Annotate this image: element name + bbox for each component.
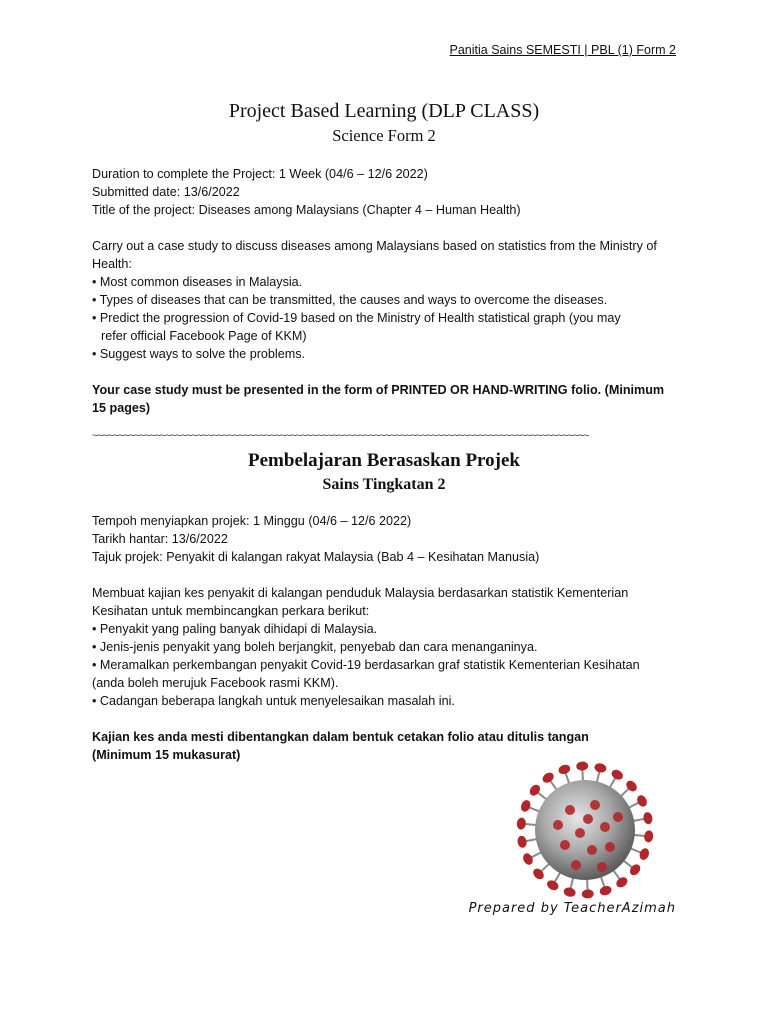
surface-spike (605, 842, 615, 852)
english-title: Project Based Learning (DLP CLASS) (228, 100, 540, 122)
surface-spike (600, 822, 610, 832)
malay-bullet-continuation: (anda boleh merujuk Facebook rasmi KKM). (92, 676, 339, 690)
english-project-title: Title of the project: Diseases among Malaysians (Chapter 4 – Human Health) (92, 203, 521, 217)
malay-intro: Membuat kajian kes penyakit di kalangan penduduk Malaysia berdasarkan statistik Kementerian Kesihatan untuk membincangkan perkara berikut: (92, 586, 629, 618)
english-bullet: • Most common diseases in Malaysia. (92, 275, 303, 289)
english-submitted: Submitted date: 13/6/2022 (92, 185, 240, 199)
english-bullet-continuation: refer official Facebook Page of KKM) (101, 329, 307, 343)
surface-spike (565, 805, 575, 815)
malay-note-line1: Kajian kes anda mesti dibentangkan dalam bentuk cetakan folio atau ditulis tangan (92, 730, 589, 744)
spike-head (638, 847, 651, 862)
spike-head (644, 830, 654, 843)
surface-spike (587, 845, 597, 855)
english-duration: Duration to complete the Project: 1 Week (04/6 – 12/6 2022) (92, 167, 428, 181)
english-bullet: • Types of diseases that can be transmitted, the causes and ways to overcome the diseases. (92, 293, 608, 307)
english-bullet: • Predict the progression of Covid-19 based on the Ministry of Health statistical graph (you may (92, 311, 621, 325)
spike-head (563, 886, 577, 898)
malay-duration: Tempoh menyiapkan projek: 1 Minggu (04/6 – 12/6 2022) (92, 514, 412, 528)
spike-head (576, 761, 588, 771)
spike-head (635, 794, 648, 809)
spike-head (545, 878, 560, 892)
surface-spike (553, 820, 563, 830)
english-body (92, 165, 677, 417)
spike-head (516, 817, 526, 830)
malay-project-title: Tajuk projek: Penyakit di kalangan rakyat Malaysia (Bab 4 – Kesihatan Manusia) (92, 550, 540, 564)
surface-spike (597, 862, 607, 872)
english-subtitle: Science Form 2 (332, 126, 436, 145)
malay-bullet: • Cadangan beberapa langkah untuk menyelesaikan masalah ini. (92, 694, 455, 708)
spike-head (557, 763, 571, 775)
english-intro: Carry out a case study to discuss diseases among Malaysians based on statistics from the Ministry of Health: (92, 239, 657, 271)
malay-body (92, 512, 677, 764)
spike-head (614, 875, 629, 889)
malay-subtitle: Sains Tingkatan 2 (322, 476, 446, 493)
header-note: Panitia Sains SEMESTI | PBL (1) Form 2 (449, 43, 676, 57)
malay-bullet: • Meramalkan perkembangan penyakit Covid-19 berdasarkan graf statistik Kementerian Kesihatan (92, 658, 640, 672)
english-note: Your case study must be presented in the form of PRINTED OR HAND-WRITING folio. (Minimum 15 pages) (92, 383, 665, 415)
spike-head (593, 762, 607, 774)
spike-head (599, 884, 613, 896)
surface-spike (613, 812, 623, 822)
malay-submitted: Tarikh hantar: 13/6/2022 (92, 532, 228, 546)
surface-spike (560, 840, 570, 850)
surface-spike (583, 814, 593, 824)
virus-body (535, 780, 635, 880)
malay-note-line2: (Minimum 15 mukasurat) (92, 748, 241, 762)
spike-head (519, 799, 532, 814)
surface-spike (590, 800, 600, 810)
spike-head (582, 889, 594, 899)
spike-head (642, 811, 653, 824)
malay-title: Pembelajaran Berasaskan Projek (248, 450, 520, 471)
spike-head (541, 771, 556, 785)
spike-head (517, 835, 528, 848)
english-bullet: • Suggest ways to solve the problems. (92, 347, 306, 361)
spike-head (521, 852, 534, 867)
surface-spike (571, 860, 581, 870)
malay-bullet: • Jenis-jenis penyakit yang boleh berjangkit, penyebab dan cara menanganinya. (92, 640, 538, 654)
coronavirus-illustration (510, 755, 660, 905)
malay-bullet: • Penyakit yang paling banyak dihidapi di Malaysia. (92, 622, 378, 636)
section-divider: ~~~~~~~~~~~~~~~~~~~~~~~~~~~~~~~~~~~~~~~~~~~~~~~~~~~~~~~~~~~~~~~~~~~~~~~~~~~~~~~~~~~~~~~~~~~~~~~ (92, 430, 589, 442)
spike-head (610, 768, 625, 782)
surface-spike (575, 828, 585, 838)
signature: Prepared by TeacherAzimah (468, 901, 676, 916)
